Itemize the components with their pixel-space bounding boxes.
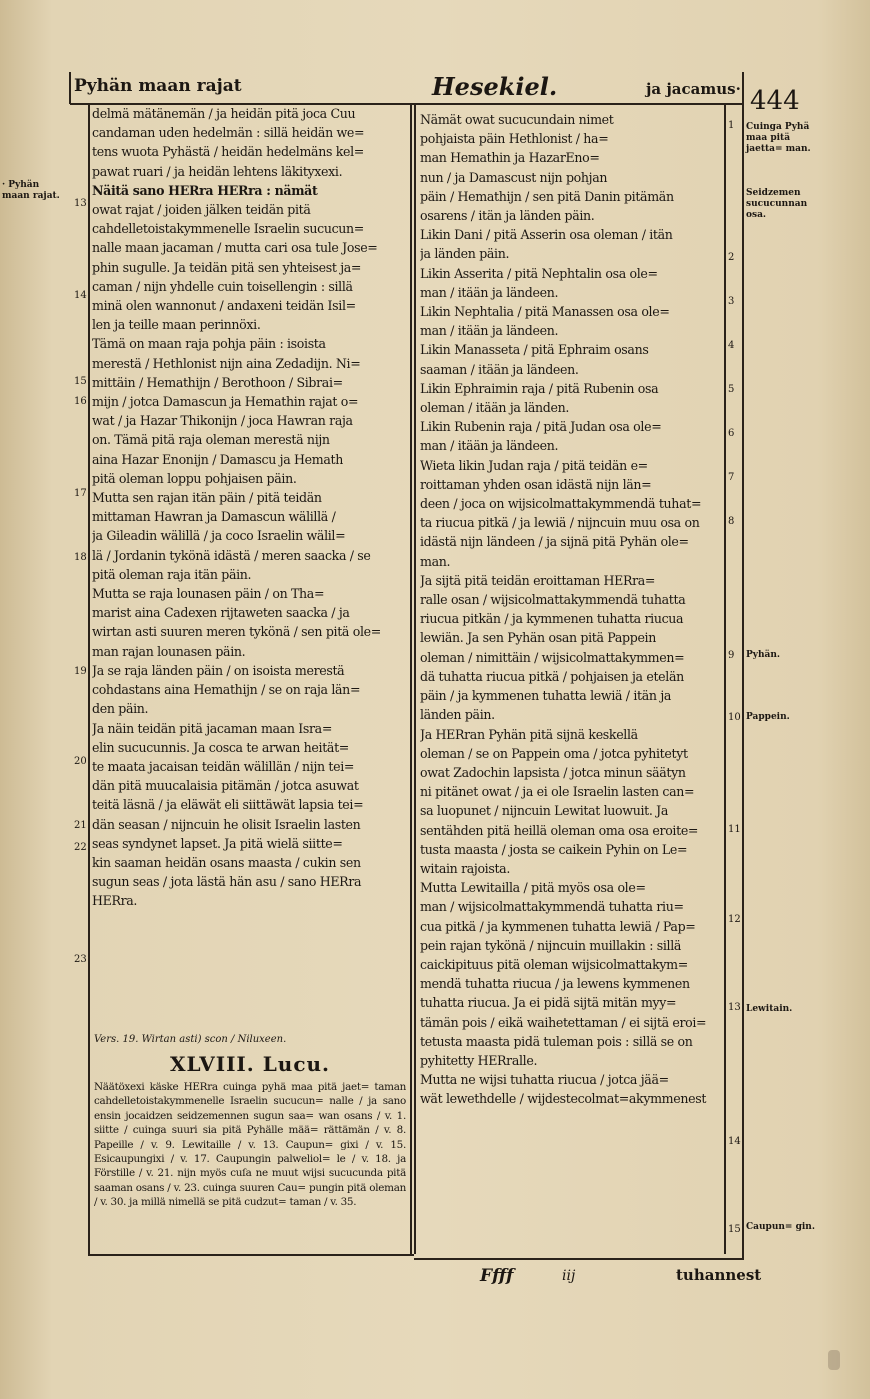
text-line: pitä oleman raja itän päin. [92,566,252,582]
verse-number: 4 [728,340,735,351]
text-line: marist aina Cadexen rijtaweten saacka / ja [92,605,350,621]
summary-line: Näätöxexi käske HERra cuinga pyhä maa pitä jaet= [94,1081,370,1093]
summary-line: gixi / v. 15. Esicaupungixi / v. 17. Caupungin palweliol= [94,1138,406,1166]
text-line: dän seasan / nijncuin he olisit Israelin lasten [92,816,361,832]
text-line: lä / Jordanin tykönä idästä / meren saacka / se [92,547,371,563]
text-line: Wieta likin Judan raja / pitä teidän e= [420,457,648,473]
verse-number: 19 [74,666,87,677]
text-line: tämän pois / eikä waihetettaman / ei sijtä eroi= [420,1014,707,1030]
summary-line: rättämän / v. 8. Papeille / v. 9. Lewitaille / v. 13. Caupun= [94,1124,406,1151]
text-line: owat rajat / joiden jälken teidän pitä [92,202,311,218]
text-line: kin saaman heidän osans maasta / cukin sen [92,854,361,870]
header-left-border [69,72,71,104]
text-line: länden päin. [420,707,495,723]
text-line: phin sugulle. Ja teidän pitä sen yhteisest ja= [92,259,362,275]
text-line: man Hemathin ja HazarEno= [420,150,600,166]
verse-number: 13 [728,1002,741,1013]
text-line: mijn / jotca Damascun ja Hemathin rajat o= [92,394,359,410]
text-line: candaman uden hedelmän : sillä heidän we= [92,125,365,141]
footnote: Vers. 19. Wirtan asti) scon / Niluxeen. [94,1034,287,1045]
text-line: sugun seas / jota lästä hän asu / sano HERra [92,874,362,890]
text-line: pyhitetty HERralle. [420,1052,538,1068]
text-line: pohjaista päin Hethlonist / ha= [420,131,609,147]
text-line: seas syndynet lapset. Ja pitä wielä siitte= [92,835,343,851]
verse-number: 20 [74,756,87,767]
text-line: nalle maan jacaman / mutta cari osa tule Jose= [92,240,378,256]
verse-number: 22 [74,842,87,853]
summary-line: wan osans / v. 1. siitte / cuinga suuri sia pitä Pyhälle mää= [94,1109,406,1137]
text-line: roittaman yhden osan idästä nijn län= [420,476,652,492]
chapter-number: XLVIII. [170,1052,255,1076]
text-line: Ja HERran Pyhän pitä sijnä keskellä [420,726,638,742]
signature-mark: Ffff [480,1266,514,1286]
running-head-right: ja jacamus· [646,80,741,98]
text-line: teitä läsnä / ja eläwät eli siittäwät lapsia tei= [92,797,364,813]
text-line: man / itään ja ländeen. [420,323,559,339]
verse-number: 2 [728,252,735,263]
catchword: tuhannest [676,1266,762,1284]
text-line: man rajan lounasen päin. [92,643,246,659]
text-line: oleman / itään ja länden. [420,400,570,416]
column-right-text [420,110,724,1256]
chapter-heading [170,1052,330,1076]
text-line: tuhatta riucua. Ja ei pidä sijtä mitän myy= [420,995,677,1011]
text-line: Likin Manasseta / pitä Ephraim osans [420,342,649,358]
text-line: mendä tuhatta riucua / ja lewens kymmenen [420,976,690,992]
text-line: wät lewethdelle / wijdestecolmat=akymmenest [420,1091,707,1107]
verse-number: 14 [728,1136,741,1147]
text-line: Likin Rubenin raja / pitä Judan osa ole= [420,419,662,435]
verse-number: 21 [74,820,87,831]
text-line: len ja teille maan perinnöxi. [92,317,261,333]
text-line: Ja näin teidän pitä jacaman maan Isra= [92,720,333,736]
text-line: minä olen wannonut / andaxeni teidän Isil= [92,298,356,314]
verse-number: 13 [74,198,87,209]
verse-number: 3 [728,296,735,307]
summary-line: sucucunda pitä saaman osans / v. 23. cuinga suuren Cau= [94,1167,406,1194]
text-line: elin sucucunnis. Ja cosca te arwan heität= [92,739,349,755]
verse-number: 11 [728,824,741,835]
text-line: ja Gileadin wälillä / ja coco Israelin wälil= [92,528,346,544]
text-line: pein rajan tykönä / nijncuin muillakin : sillä [420,937,682,953]
verse-number: 10 [728,712,741,723]
text-line: man. [420,553,451,569]
text-line: dä tuhatta riucua pitkä / pohjaisen ja etelän [420,668,684,684]
text-line: merestä / Hethlonist nijn aina Zedadijn. Ni= [92,355,361,371]
text-line: osarens / itän ja länden päin. [420,208,595,224]
text-line: mittäin / Hemathijn / Berothoon / Sibrai= [92,374,343,390]
text-line: sa luopunet / nijncuin Lewitat luowuit. Ja [420,803,669,819]
paper-stain [828,1350,840,1370]
summary-line: taman / v. 35. [289,1196,357,1209]
column-b-bottom-rule [414,1258,744,1260]
verse-number: 14 [74,290,87,301]
outer-right-rule [742,72,744,1258]
text-line: Tämä on maan raja pohja päin : isoista [92,336,326,352]
margin-note-right: Pyhän. [746,650,781,660]
text-line: man / itään ja ländeen. [420,438,559,454]
text-line: wat / ja Hazar Thikonijn / joca Hawran raja [92,413,353,429]
summary-line: taman cahdelletoistakymmenelle Israelin sucucun= [94,1081,406,1108]
text-line: HERra. [92,893,138,909]
verse-number: 12 [728,914,741,925]
column-a-left-rule [88,104,90,1254]
text-line: cohdastans aina Hemathijn / se on raja län= [92,682,361,698]
verse-number: 15 [728,1224,741,1235]
summary-line: le / v. 18. ja Förstille / v. 21. nijn myös cuſa ne muut wijsi [94,1153,406,1180]
text-line: Nämät owat sucucundain nimet [420,112,614,127]
chapter-summary [94,1080,406,1250]
chapter-title: Lucu. [262,1052,331,1076]
verse-number: 17 [74,488,87,499]
book-title: Hesekiel. [432,72,558,101]
text-line: ta riucua pitkä / ja lewiä / nijncuin muu osa on [420,515,700,531]
text-line: cahdelletoistakymmenelle Israelin sucucun= [92,221,365,237]
text-line: Ja se raja länden päin / on isoista merestä [92,662,345,678]
text-line: tetusta maasta pidä tuleman pois : sillä se on [420,1033,693,1049]
text-line: den päin. [92,701,149,717]
verse-number: 16 [74,396,87,407]
margin-note-right: Lewitain. [746,1004,793,1014]
column-a-bottom-rule [88,1254,414,1256]
text-line: sentähden pitä heillä oleman oma osa eroite= [420,822,699,838]
text-line: cua pitkä / ja kymmenen tuhatta lewiä / Pap= [420,918,696,934]
running-head-left: Pyhän maan rajat [74,76,242,96]
verse-number: 18 [74,552,87,563]
text-line: caman / nijn yhdelle cuin toisellengin : sillä [92,278,353,294]
verse-number: 15 [74,376,87,387]
text-line: deen / joca on wijsicolmattakymmendä tuhat= [420,496,702,512]
text-line: te maata jacaisan teidän wälillän / nijn tei= [92,758,355,774]
column-b-right-rule [724,104,726,1254]
text-line: Mutta Lewitailla / pitä myös osa ole= [420,880,646,896]
signature-part: iij [562,1268,576,1284]
summary-line: nalle / ja sano ensin jocaidzen seidzemennen sugun saa= [94,1095,406,1122]
verse-number: 23 [74,954,87,965]
text-line: tusta maasta / josta se caikein Pyhin on Le= [420,841,688,857]
text-line: tens wuota Pyhästä / heidän hedelmäns kel= [92,144,364,160]
verse-number: 8 [728,516,735,527]
text-line: dän pitä muucalaisia pitämän / jotca asuwat [92,778,359,794]
text-line: Mutta sen rajan itän päin / pitä teidän [92,490,322,506]
text-line: Mutta ne wijsi tuhatta riucua / jotca jää= [420,1072,669,1088]
text-line: pitä oleman loppu pohjaisen päin. [92,470,297,486]
margin-note-left: · Pyhän maan rajat. [2,180,60,201]
text-line: man / wijsicolmattakymmendä tuhatta riu= [420,899,684,915]
text-line: aina Hazar Enonijn / Damascu ja Hemath [92,451,343,467]
verse-number: 5 [728,384,735,395]
margin-note-right: Pappein. [746,712,790,722]
text-line: oleman / se on Pappein oma / jotca pyhitetyt [420,745,688,761]
text-line: owat Zadochin lapsista / jotca minun säätyn [420,764,686,780]
text-line: Likin Dani / pitä Asserin osa oleman / itän [420,227,673,243]
text-line: on. Tämä pitä raja oleman merestä nijn [92,432,330,448]
text-line: päin / Hemathijn / sen pitä Danin pitämän [420,188,674,204]
text-line: Näitä sano HERra HERra : nämät [92,182,318,198]
column-divider-left [410,104,412,1254]
text-line: oleman / nimittäin / wijsicolmattakymmen= [420,649,685,665]
margin-note-right: Caupun= gin. [746,1222,815,1232]
verse-number: 1 [728,120,735,131]
column-divider-right [414,104,416,1254]
text-line: man / itään ja ländeen. [420,284,559,300]
text-line: ni pitänet owat / ja ei ole Israelin lasten can= [420,784,695,800]
margin-note-right: Seidzemen sucucunnan osa. [746,188,808,220]
text-line: caickipituus pitä oleman wijsicolmattakym= [420,956,688,972]
text-line: mittaman Hawran ja Damascun wälillä / [92,509,336,525]
text-line: päin / ja kymmenen tuhatta lewiä / itän ja [420,688,672,704]
text-line: witain rajoista. [420,860,510,876]
summary-line: pungin pitä oleman / v. 30. ja millä nimellä se pitä cudzut= [94,1181,406,1209]
text-line: riucua pitkän / ja kymmenen tuhatta riucua [420,611,684,627]
text-line: pawat ruari / ja heidän lehtens läkityxexi. [92,163,343,179]
text-line: idästä nijn ländeen / ja sijnä pitä Pyhän ole= [420,534,689,550]
text-line: Likin Asserita / pitä Nephtalin osa ole= [420,265,658,281]
text-line: Likin Ephraimin raja / pitä Rubenin osa [420,380,659,396]
text-line: ralle osan / wijsicolmattakymmendä tuhatta [420,592,686,608]
text-line: saaman / itään ja ländeen. [420,361,579,377]
text-line: lewiän. Ja sen Pyhän osan pitä Pappein [420,630,656,646]
text-line: wirtan asti suuren meren tykönä / sen pitä ole= [92,624,381,640]
verse-number: 6 [728,428,735,439]
text-line: delmä mätänemän / ja heidän pitä joca Cuu [92,106,356,121]
margin-note-right: Cuinga Pyhä maa pitä jaetta= man. [746,122,811,154]
text-line: Likin Nephtalia / pitä Manassen osa ole= [420,304,670,320]
column-left-text [92,104,408,1034]
text-line: nun / ja Damascust nijn pohjan [420,169,608,185]
text-line: Ja sijtä pitä teidän eroittaman HERra= [420,572,656,588]
text-line: Mutta se raja lounasen päin / on Tha= [92,586,325,602]
page-number: 444 [750,86,800,116]
verse-number: 7 [728,472,735,483]
text-line: ja länden päin. [420,246,510,262]
verse-number: 9 [728,650,735,661]
